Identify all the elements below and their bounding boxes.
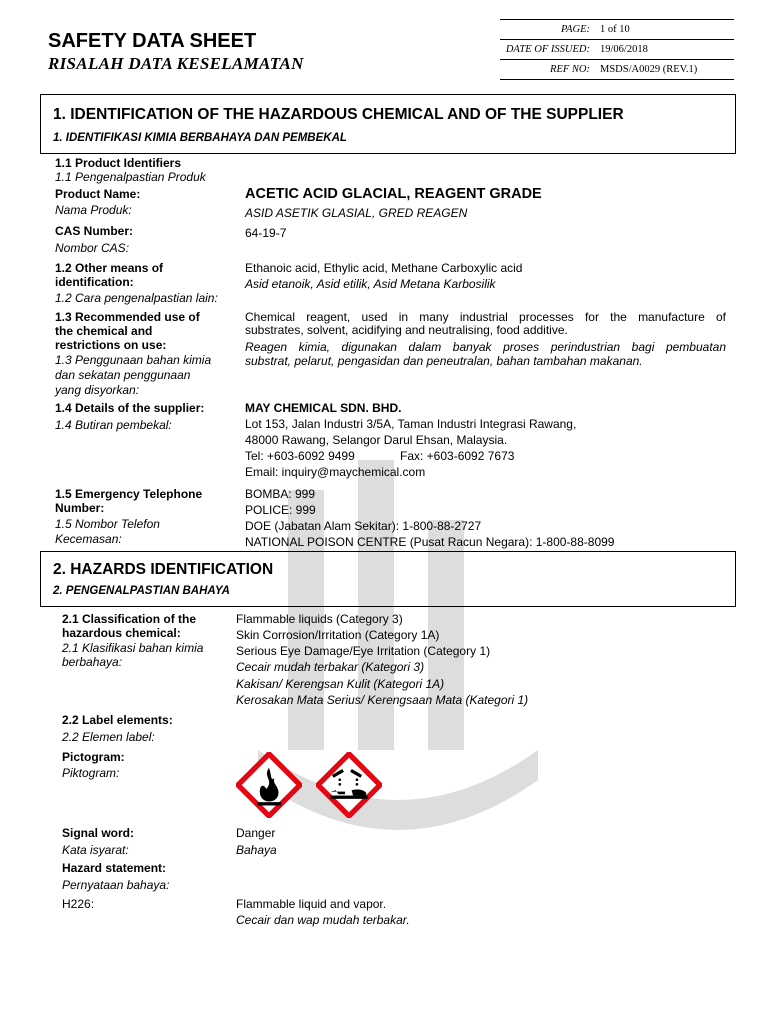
cas-number-label-ms: Nombor CAS: <box>55 241 130 255</box>
hazard-statement-label: Hazard statement: <box>62 861 167 875</box>
section-1-title: 1. IDENTIFICATION OF THE HAZARDOUS CHEMICAL AND OF THE SUPPLIER <box>53 106 624 123</box>
supplier-email[interactable]: Email: inquiry@maychemical.com <box>245 465 426 479</box>
recommended-use-label-3: restrictions on use: <box>55 338 167 352</box>
classification-value: Serious Eye Damage/Eye Irritation (Category 1) <box>236 644 491 658</box>
emergency-line: NATIONAL POISON CENTRE (Pusat Racun Negara): 1-800-88-8099 <box>245 535 615 549</box>
meta-value: 19/06/2018 <box>600 44 648 55</box>
recommended-use-value: Chemical reagent, used in many industrial processes for the manufacture of <box>245 310 726 324</box>
classification-value-ms: Kakisan/ Kerengsan Kulit (Kategori 1A) <box>236 677 445 691</box>
supplier-tel: Tel: +603-6092 9499 <box>245 449 355 463</box>
product-name-value-ms: ASID ASETIK GLASIAL, GRED REAGEN <box>245 206 468 220</box>
meta-label: REF NO: <box>550 64 590 75</box>
classification-value: Flammable liquids (Category 3) <box>236 612 403 626</box>
classification-label: 2.1 Classification of the <box>62 612 197 626</box>
meta-value: MSDS/A0029 (REV.1) <box>600 64 698 75</box>
corrosion-icon <box>316 752 382 818</box>
hazard-statement-label-ms: Pernyataan bahaya: <box>62 878 170 892</box>
other-means-label-ms: 1.2 Cara pengenalpastian lain: <box>55 291 218 305</box>
emergency-label: 1.5 Emergency Telephone <box>55 487 203 501</box>
document-meta-table <box>500 19 734 80</box>
classification-label-ms: 2.1 Klasifikasi bahan kimia <box>62 641 204 655</box>
meta-row-ref <box>500 59 734 80</box>
hazard-statement-value: Flammable liquid and vapor. <box>236 897 387 911</box>
section-1-header <box>40 94 736 154</box>
emergency-label-2: Number: <box>55 501 105 515</box>
classification-value: Skin Corrosion/Irritation (Category 1A) <box>236 628 440 642</box>
other-means-value-ms: Asid etanoik, Asid etilik, Asid Metana Karbosilik <box>245 277 496 291</box>
emergency-label-ms-2: Kecemasan: <box>55 532 122 546</box>
recommended-use-label-ms-2: dan sekatan penggunaan <box>55 368 191 382</box>
other-means-label: 1.2 Other means of <box>55 261 164 275</box>
classification-value-ms: Cecair mudah terbakar (Kategori 3) <box>236 660 425 674</box>
recommended-use-value-ms-2: substrat, pelarut, pengasidan dan peneutralan, bahan tambahan makanan. <box>245 354 643 368</box>
cas-number-label: CAS Number: <box>55 224 134 238</box>
product-name-label: Product Name: <box>55 187 141 201</box>
emergency-label-ms: 1.5 Nombor Telefon <box>55 517 160 531</box>
recommended-use-label-ms: 1.3 Penggunaan bahan kimia <box>55 353 212 367</box>
other-means-label-2: identification: <box>55 275 134 289</box>
product-identifiers-label: 1.1 Product Identifiers <box>55 156 182 170</box>
label-elements-label: 2.2 Label elements: <box>62 713 173 727</box>
emergency-line: POLICE: 999 <box>245 503 316 517</box>
supplier-name: MAY CHEMICAL SDN. BHD. <box>245 401 402 415</box>
classification-value-ms: Kerosakan Mata Serius/ Kerengsaan Mata (Kategori 1) <box>236 693 529 707</box>
section-2-subtitle: 2. PENGENALPASTIAN BAHAYA <box>53 585 230 597</box>
product-name-value: ACETIC ACID GLACIAL, REAGENT GRADE <box>245 186 542 202</box>
pictogram-label-ms: Piktogram: <box>62 766 120 780</box>
supplier-address-line: Lot 153, Jalan Industri 3/5A, Taman Industri Integrasi Rawang, <box>245 417 577 431</box>
other-means-value: Ethanoic acid, Ethylic acid, Methane Carboxylic acid <box>245 261 523 275</box>
section-1-subtitle: 1. IDENTIFIKASI KIMIA BERBAHAYA DAN PEMBEKAL <box>53 132 347 144</box>
section-2-title: 2. HAZARDS IDENTIFICATION <box>53 561 274 578</box>
product-identifiers-label-ms: 1.1 Pengenalpastian Produk <box>55 170 206 184</box>
flame-icon <box>236 752 302 818</box>
product-name-label-ms: Nama Produk: <box>55 203 132 217</box>
emergency-line: BOMBA: 999 <box>245 487 316 501</box>
recommended-use-label-ms-3: yang disyorkan: <box>55 383 140 397</box>
supplier-address-line-2: 48000 Rawang, Selangor Darul Ehsan, Malaysia. <box>245 433 508 447</box>
supplier-label: 1.4 Details of the supplier: <box>55 401 205 415</box>
classification-label-ms-2: berbahaya: <box>62 655 123 669</box>
meta-row-date <box>500 39 734 59</box>
label-elements-label-ms: 2.2 Elemen label: <box>62 730 155 744</box>
cas-number-value: 64-19-7 <box>245 226 287 240</box>
signal-word-value-ms: Bahaya <box>236 843 277 857</box>
recommended-use-value-2: substrates, solvent, acidifying and neutralising, food additive. <box>245 323 568 337</box>
supplier-label-ms: 1.4 Butiran pembekal: <box>55 418 172 432</box>
hazard-code: H226: <box>62 897 95 911</box>
emergency-line: DOE (Jabatan Alam Sekitar): 1-800-88-2727 <box>245 519 482 533</box>
signal-word-label: Signal word: <box>62 826 134 840</box>
recommended-use-value-ms: Reagen kimia, digunakan dalam banyak proses perindustrian bagi pembuatan <box>245 340 726 354</box>
recommended-use-label-2: the chemical and <box>55 324 153 338</box>
meta-value: 1 of 10 <box>600 24 630 35</box>
hazard-statement-value-ms: Cecair dan wap mudah terbakar. <box>236 913 410 927</box>
signal-word-label-ms: Kata isyarat: <box>62 843 129 857</box>
meta-label: PAGE: <box>561 24 590 35</box>
section-2-header <box>40 551 736 607</box>
meta-label: DATE OF ISSUED: <box>505 44 590 55</box>
signal-word-value: Danger <box>236 826 276 840</box>
classification-label-2: hazardous chemical: <box>62 626 181 640</box>
document-subtitle: RISALAH DATA KESELAMATAN <box>48 54 304 73</box>
meta-row-page <box>500 19 734 39</box>
document-title: SAFETY DATA SHEET <box>48 30 257 52</box>
recommended-use-label: 1.3 Recommended use of <box>55 310 200 324</box>
pictogram-label: Pictogram: <box>62 750 125 764</box>
supplier-fax: Fax: +603-6092 7673 <box>400 449 515 463</box>
